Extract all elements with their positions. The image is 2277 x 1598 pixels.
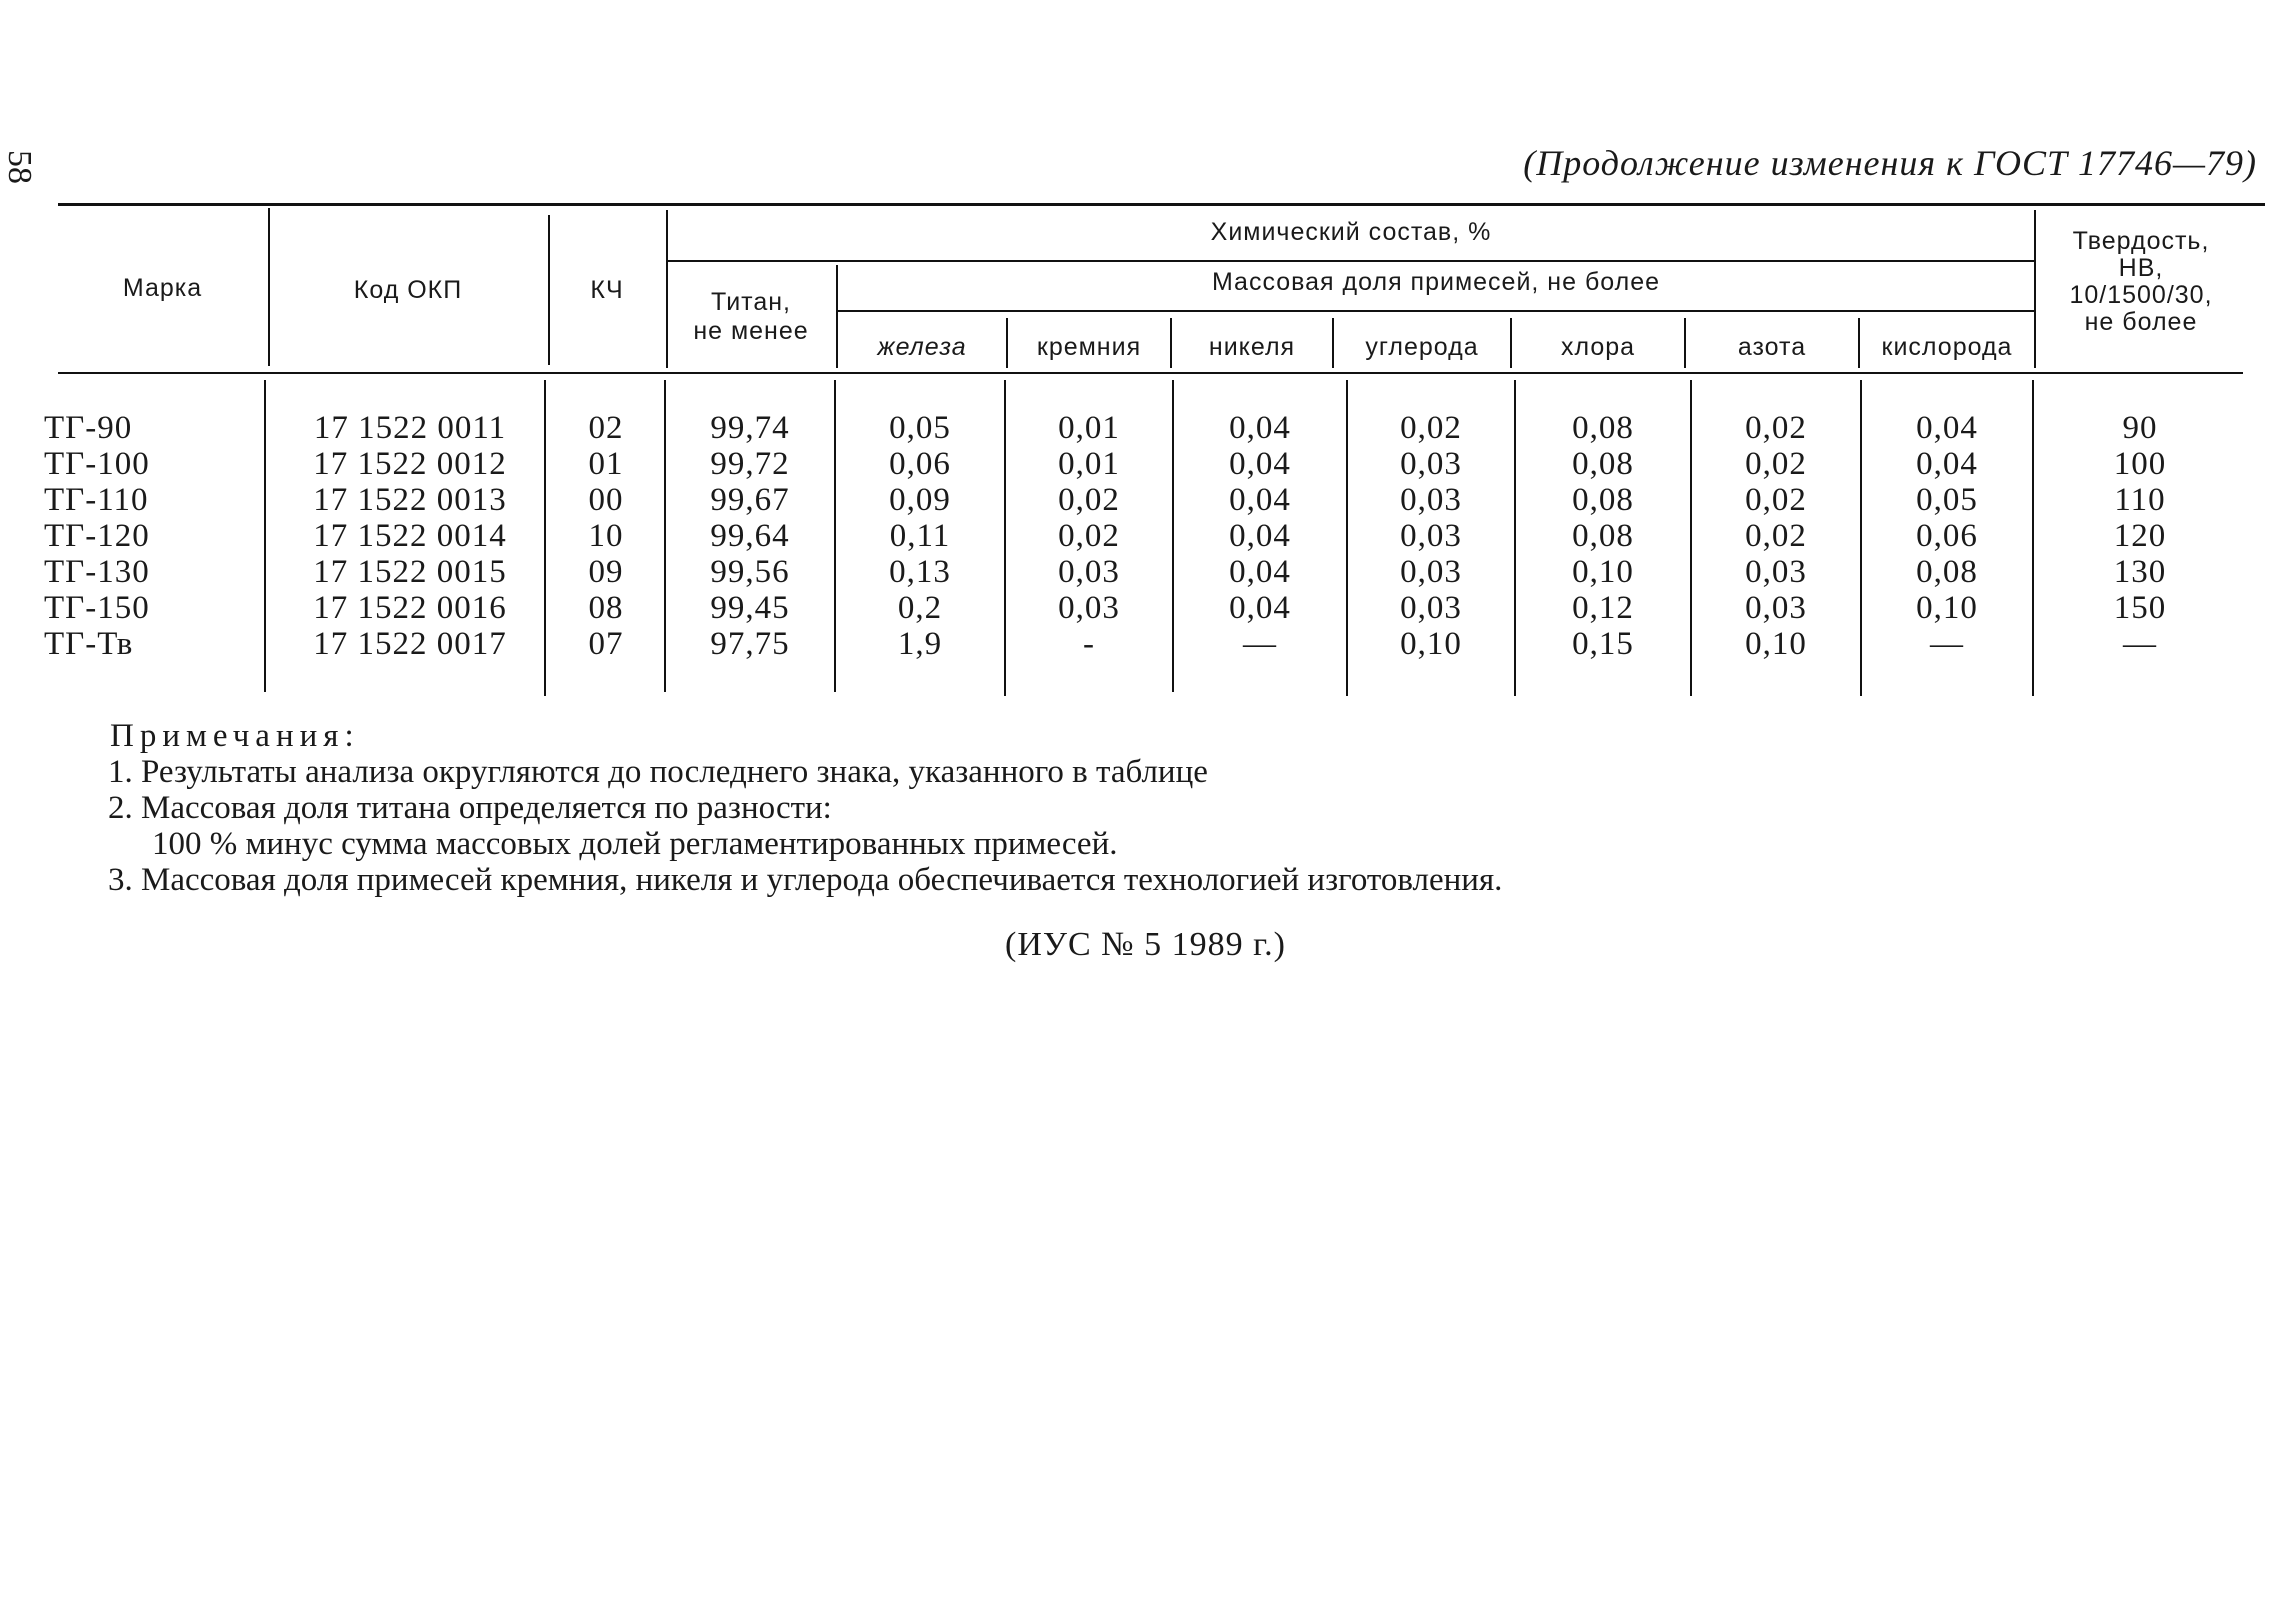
cell-kch: 01	[588, 446, 624, 482]
cell-si: 0,01	[1058, 446, 1120, 482]
cell-ni: 0,04	[1229, 482, 1291, 518]
chem-rule	[668, 260, 2034, 262]
cell-c: 0,03	[1400, 446, 1462, 482]
notes	[108, 718, 1502, 898]
note-item: 3. Массовая доля примесей кремния, никеля и углерода обеспечивается технологией изготовления.	[108, 862, 1503, 898]
cell-cl: 0,08	[1572, 518, 1634, 554]
cell-brand: ТГ-100	[44, 446, 150, 482]
cell-brand: ТГ-90	[44, 410, 133, 446]
table-row	[0, 554, 2277, 590]
header-hardness: Твердость, НВ, 10/1500/30, не более	[2069, 227, 2213, 336]
cell-o: 0,04	[1916, 410, 1978, 446]
cell-ni: 0,04	[1229, 410, 1291, 446]
header-ni: никеля	[1208, 333, 1296, 361]
table-row	[0, 446, 2277, 482]
cell-okp: 17 1522 0014	[313, 518, 507, 554]
cell-hb: 90	[2122, 410, 2158, 446]
cell-si: 0,02	[1058, 518, 1120, 554]
cell-cl: 0,15	[1572, 626, 1634, 662]
cell-n: 0,10	[1745, 626, 1807, 662]
cell-c: 0,02	[1400, 410, 1462, 446]
cell-o: 0,10	[1916, 590, 1978, 626]
header-chem: Химический состав, %	[1210, 218, 1492, 246]
cell-okp: 17 1522 0011	[313, 410, 507, 446]
cell-okp: 17 1522 0012	[313, 446, 507, 482]
running-header: (Продолжение изменения к ГОСТ 17746—79)	[1523, 143, 2257, 183]
header-fe: железа	[877, 333, 967, 361]
cell-n: 0,02	[1745, 446, 1807, 482]
cell-okp: 17 1522 0016	[313, 590, 507, 626]
cell-brand: ТГ-130	[44, 554, 150, 590]
cell-si: 0,01	[1058, 410, 1120, 446]
cell-si: -	[1083, 626, 1095, 662]
header-cl: хлора	[1560, 333, 1636, 361]
note-item: 1. Результаты анализа округляются до последнего знака, указанного в таблице	[108, 754, 1208, 790]
cell-n: 0,02	[1745, 410, 1807, 446]
cell-brand: ТГ-120	[44, 518, 150, 554]
cell-hb: 130	[2113, 554, 2167, 590]
header-si: кремния	[1036, 333, 1142, 361]
cell-c: 0,03	[1400, 518, 1462, 554]
cell-cl: 0,08	[1572, 482, 1634, 518]
cell-n: 0,03	[1745, 590, 1807, 626]
cell-brand: ТГ-110	[44, 482, 149, 518]
header-bottom-rule	[58, 372, 2243, 374]
cell-si: 0,02	[1058, 482, 1120, 518]
header-titan: Титан, не менее	[693, 288, 809, 345]
cell-o: 0,05	[1916, 482, 1978, 518]
cell-si: 0,03	[1058, 554, 1120, 590]
cell-hb: 100	[2113, 446, 2167, 482]
header-okp: Код ОКП	[353, 276, 463, 304]
table-row	[0, 590, 2277, 626]
cell-c: 0,03	[1400, 482, 1462, 518]
cell-ti: 99,74	[710, 410, 790, 446]
header-brand: Марка	[122, 274, 203, 302]
cell-kch: 10	[588, 518, 624, 554]
cell-n: 0,02	[1745, 518, 1807, 554]
cell-kch: 08	[588, 590, 624, 626]
cell-okp: 17 1522 0017	[313, 626, 507, 662]
cell-fe: 0,06	[889, 446, 951, 482]
cell-ni: 0,04	[1229, 554, 1291, 590]
cell-cl: 0,08	[1572, 410, 1634, 446]
cell-ti: 99,67	[710, 482, 790, 518]
cell-n: 0,03	[1745, 554, 1807, 590]
note-item: 100 % минус сумма массовых долей регламентированных примесей.	[152, 826, 1118, 862]
cell-ti: 99,56	[710, 554, 790, 590]
header-n: азота	[1737, 333, 1807, 361]
cell-fe: 0,13	[889, 554, 951, 590]
cell-c: 0,10	[1400, 626, 1462, 662]
cell-hb: 120	[2113, 518, 2167, 554]
cell-okp: 17 1522 0013	[313, 482, 507, 518]
header-impurities: Массовая доля примесей, не более	[1211, 268, 1661, 296]
cell-o: 0,06	[1916, 518, 1978, 554]
header-c: углерода	[1365, 333, 1479, 361]
cell-si: 0,03	[1058, 590, 1120, 626]
header-kch: КЧ	[590, 276, 624, 304]
table-row	[0, 410, 2277, 446]
cell-kch: 09	[588, 554, 624, 590]
cell-ti: 99,64	[710, 518, 790, 554]
cell-fe: 0,05	[889, 410, 951, 446]
cell-hb: 150	[2113, 590, 2167, 626]
cell-o: —	[1930, 626, 1964, 662]
cell-n: 0,02	[1745, 482, 1807, 518]
cell-fe: 0,09	[889, 482, 951, 518]
source-reference: (ИУС № 5 1989 г.)	[1005, 926, 1286, 963]
note-item: 2. Массовая доля титана определяется по разности:	[108, 790, 832, 826]
header-o: кислорода	[1881, 333, 2013, 361]
page-number: 58	[1, 150, 38, 184]
cell-ti: 99,72	[710, 446, 790, 482]
cell-ni: 0,04	[1229, 518, 1291, 554]
impurities-rule	[838, 310, 2034, 312]
cell-c: 0,03	[1400, 590, 1462, 626]
table-row	[0, 518, 2277, 554]
table-row	[0, 482, 2277, 518]
cell-ti: 99,45	[710, 590, 790, 626]
cell-ni: 0,04	[1229, 590, 1291, 626]
cell-o: 0,04	[1916, 446, 1978, 482]
cell-c: 0,03	[1400, 554, 1462, 590]
cell-fe: 0,2	[897, 590, 943, 626]
cell-kch: 07	[588, 626, 624, 662]
cell-cl: 0,08	[1572, 446, 1634, 482]
cell-o: 0,08	[1916, 554, 1978, 590]
cell-ni: 0,04	[1229, 446, 1291, 482]
table-row	[0, 626, 2277, 662]
cell-fe: 0,11	[889, 518, 951, 554]
cell-brand: ТГ-Тв	[44, 626, 134, 662]
cell-hb: 110	[2114, 482, 2166, 518]
cell-okp: 17 1522 0015	[313, 554, 507, 590]
cell-cl: 0,12	[1572, 590, 1634, 626]
table-top-rule	[58, 203, 2265, 206]
cell-hb: —	[2123, 626, 2157, 662]
cell-ti: 97,75	[710, 626, 790, 662]
cell-kch: 00	[588, 482, 624, 518]
cell-ni: —	[1243, 626, 1277, 662]
cell-fe: 1,9	[897, 626, 943, 662]
cell-kch: 02	[588, 410, 624, 446]
notes-title: Примечания:	[110, 718, 360, 754]
cell-cl: 0,10	[1572, 554, 1634, 590]
cell-brand: ТГ-150	[44, 590, 150, 626]
